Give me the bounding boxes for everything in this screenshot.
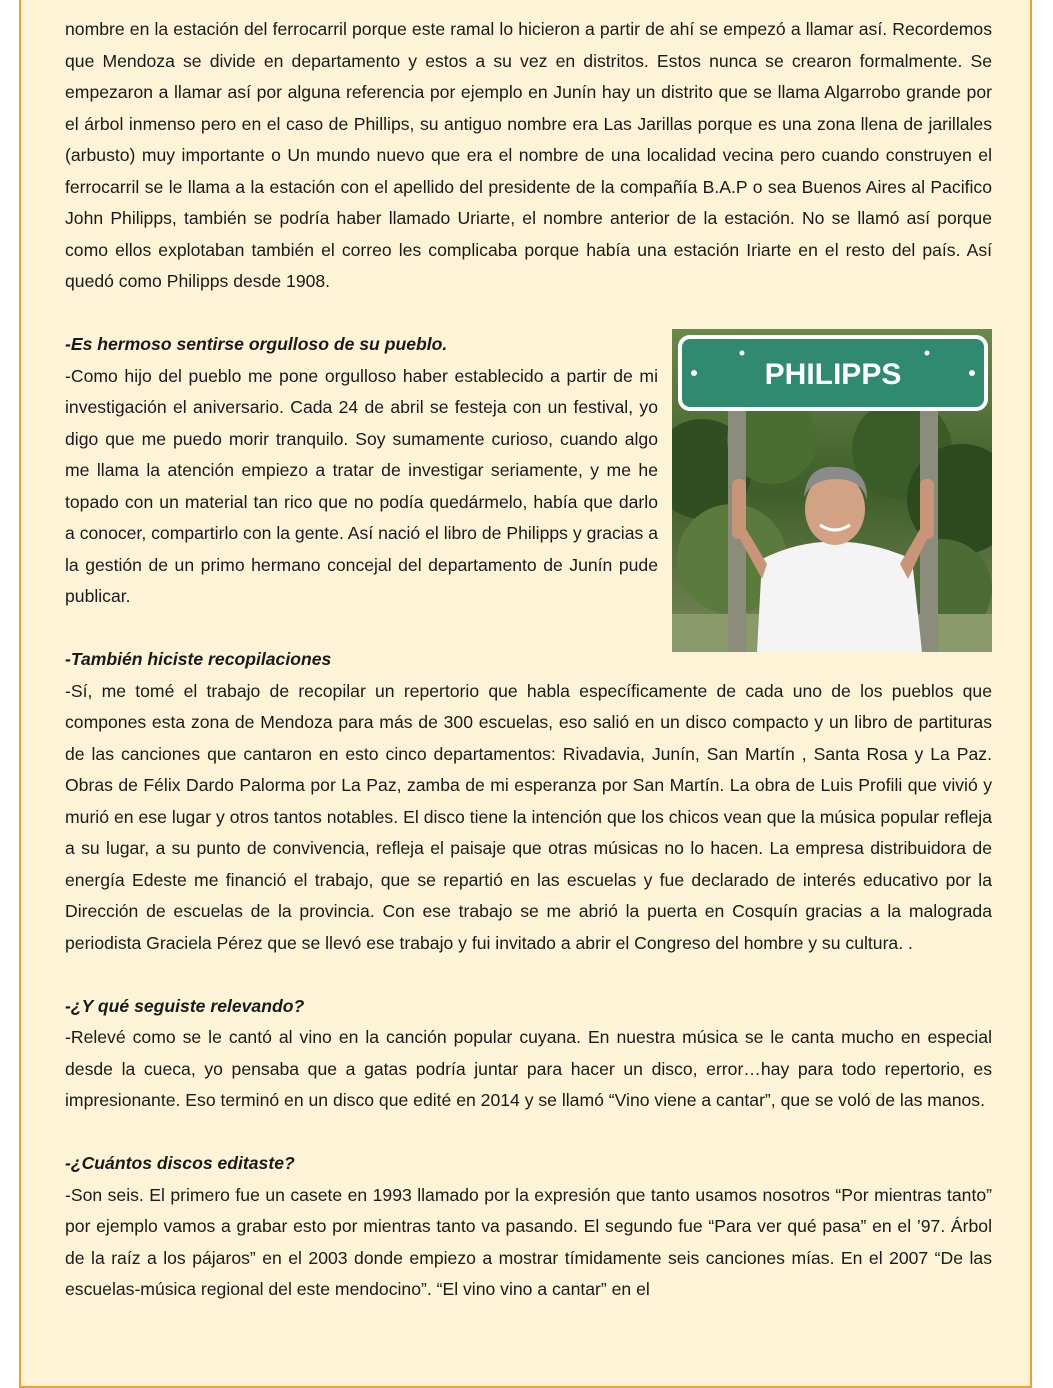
spacer [65, 298, 992, 330]
section-answer: -Relevé como se le cantó al vino en la canción popular cuyana. En nuestra música se le canta mucho en especial desde la cueca, yo pensaba que a gatas podría juntar para hacer un disco, error…hay para todo repertorio, es impresionante. Eso terminó en un disco que edité en 2014 y se llamó “Vino viene a cantar”, que se voló de las manos. [65, 1027, 992, 1110]
section-answer: -Como hijo del pueblo me pone orgulloso haber establecido a partir de mi investigación el aniversario. Cada 24 de abril se festeja con un festival, yo digo que me puedo morir tranquilo. Soy sumamente curioso, cuando algo me llama la atención empiezo a tratar de investigar seriamente, y me he topado con un material tan rico que no podía quedármelo, había que darlo a conocer, compartirlo con la gente. Así nació el libro de Philipps y gracias a la gestión de un primo hermano concejal del departamento de Junín pude publicar. [65, 365, 658, 606]
section-answer: -Son seis. El primero fue un casete en 1993 llamado por la expresión que tanto usamos nosotros “Por mientras tanto” por ejemplo vamos a grabar esto por mientras tanto va pasando. El segundo fue “Para ver qué pasa” en el ’97. Árbol de la raíz a los pájaros” en el 2003 donde empiezo a mostrar tímidamente seis canciones mías. En el 2007 “De las escuelas-música regional del este mendocino”. “El vino vino a cantar” en el [65, 1184, 992, 1299]
section-question: -¿Cuántos discos editaste? [65, 1153, 295, 1173]
section-answer: -Sí, me tomé el trabajo de recopilar un repertorio que habla específicamente de cada uno de los pueblos que compones esta zona de Mendoza para más de 300 escuelas, eso salió en un disco compacto y un libro de partituras de las canciones que cantaron en esto cinco departamentos: Rivadavia, Junín, San Martín , Santa Rosa y La Paz. Obras de Félix Dardo Palorma por La Paz, zamba de mi esperanza por San Martín. La obra de Luis Profili que vivió y murió en ese lugar y otros tantos notables. El disco tiene la intención que los chicos vean que la música popular refleja a su lugar, a su punto de convivencia, refleja el paisaje que otras músicas no lo hacen. La empresa distribuidora de energía Edeste me financió el trabajo, que se repartió en las escuelas y fue declarado de interés educativo por la Dirección de escuelas de la provincia. Con ese trabajo se me abrió la puerta en Cosquín gracias a la malograda periodista Graciela Pérez que se llevó ese trabajo y fui invitado a abrir el Congreso del hombre y su cultura. . [65, 680, 992, 953]
page [19, 0, 1032, 1388]
section-question: -También hiciste recopilaciones [65, 649, 332, 669]
intro-paragraph: nombre en la estación del ferrocarril porque este ramal lo hicieron a partir de ahí se empezó a llamar así. Recordemos que Mendoza se divide en departamento y estos a su vez en distritos. Estos nunca se crearon formalmente. Se empezaron a llamar así por alguna referencia por ejemplo en Junín hay un distrito que se llama Algarrobo grande por el árbol inmenso pero en el caso de Phillips, su antiguo nombre era Las Jarillas porque es una zona llena de jarillales (arbusto) muy importante o Un mundo nuevo que era el nombre de una localidad vecina pero cuando construyen el ferrocarril se le llama a la estación con el apellido del presidente de la compañía B.A.P o sea Buenos Aires al Pacifico John Philipps, también se podría haber llamado Uriarte, el nombre anterior de la estación. No se llamó así porque como ellos explotaban también el correo les complicaba porque había una estación Iriarte en el resto del país. Así quedó como Philipps desde 1908. [65, 19, 992, 291]
spacer [65, 959, 992, 991]
section-question: -¿Y qué seguiste relevando? [65, 995, 305, 1016]
sign-text: PHILIPPS [764, 358, 902, 391]
photo [672, 329, 992, 652]
section-question: -Es hermoso sentirse orgulloso de su pueblo. [65, 334, 448, 354]
philipps-sign-photo [672, 329, 992, 652]
spacer [65, 1117, 992, 1149]
article-body [65, 14, 992, 1306]
